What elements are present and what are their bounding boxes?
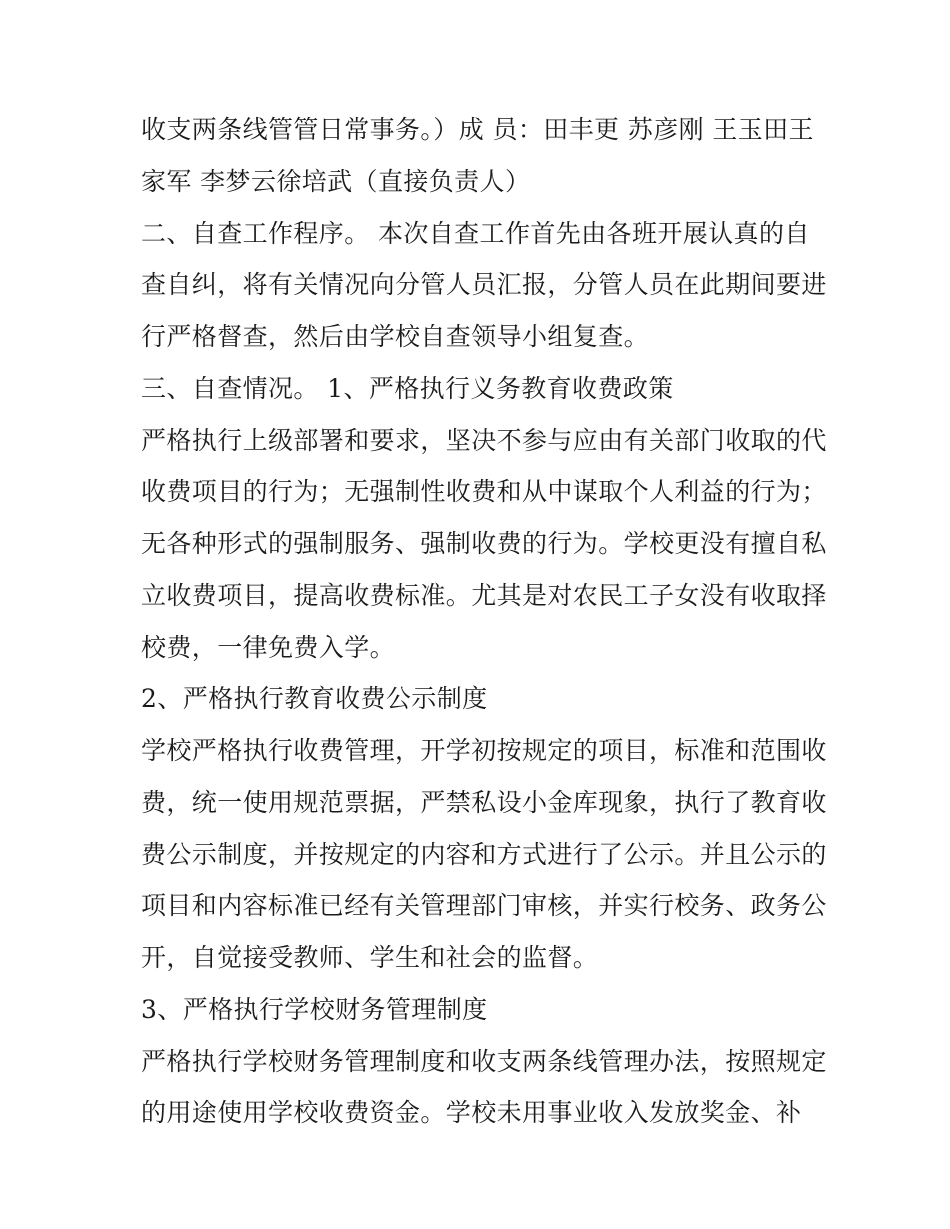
text-line: 立收费项目，提高收费标准。尤其是对农民工子女没有收取择 [141, 581, 827, 610]
text-line: 2、严格执行教育收费公示制度 [141, 684, 488, 713]
text-line: 严格执行上级部署和要求，坚决不参与应由有关部门收取的代 [141, 426, 827, 455]
text-line: 行严格督查，然后由学校自查领导小组复查。 [141, 322, 650, 351]
text-line: 的用途使用学校收费资金。学校未用事业收入发放奖金、补 [141, 1098, 802, 1127]
text-line: 二、自查工作程序。 本次自查工作首先由各班开展认真的自 [141, 219, 810, 248]
text-line: 收支两条线管管日常事务。）成 员：田丰更 苏彦刚 王玉田王 [141, 115, 814, 144]
text-line: 三、自查情况。 1、严格执行义务教育收费政策 [141, 374, 674, 403]
text-line: 严格执行学校财务管理制度和收支两条线管理办法，按照规定 [141, 1047, 827, 1076]
text-line: 家军 李梦云徐培武（直接负责人） [141, 167, 531, 196]
text-line: 学校严格执行收费管理，开学初按规定的项目，标准和范围收 [141, 736, 827, 765]
text-line: 3、严格执行学校财务管理制度 [141, 995, 488, 1024]
text-line: 费公示制度，并按规定的内容和方式进行了公示。并且公示的 [141, 840, 827, 869]
text-line: 费，统一使用规范票据，严禁私设小金库现象，执行了教育收 [141, 788, 827, 817]
text-line: 校费，一律免费入学。 [141, 633, 396, 662]
text-line: 收费项目的行为；无强制性收费和从中谋取个人利益的行为； [141, 477, 827, 506]
text-line: 查自纠，将有关情况向分管人员汇报，分管人员在此期间要进 [141, 270, 827, 299]
text-line: 项目和内容标准已经有关管理部门审核，并实行校务、政务公 [141, 891, 827, 920]
text-line: 开，自觉接受教师、学生和社会的监督。 [141, 943, 599, 972]
text-line: 无各种形式的强制服务、强制收费的行为。学校更没有擅自私 [141, 529, 827, 558]
